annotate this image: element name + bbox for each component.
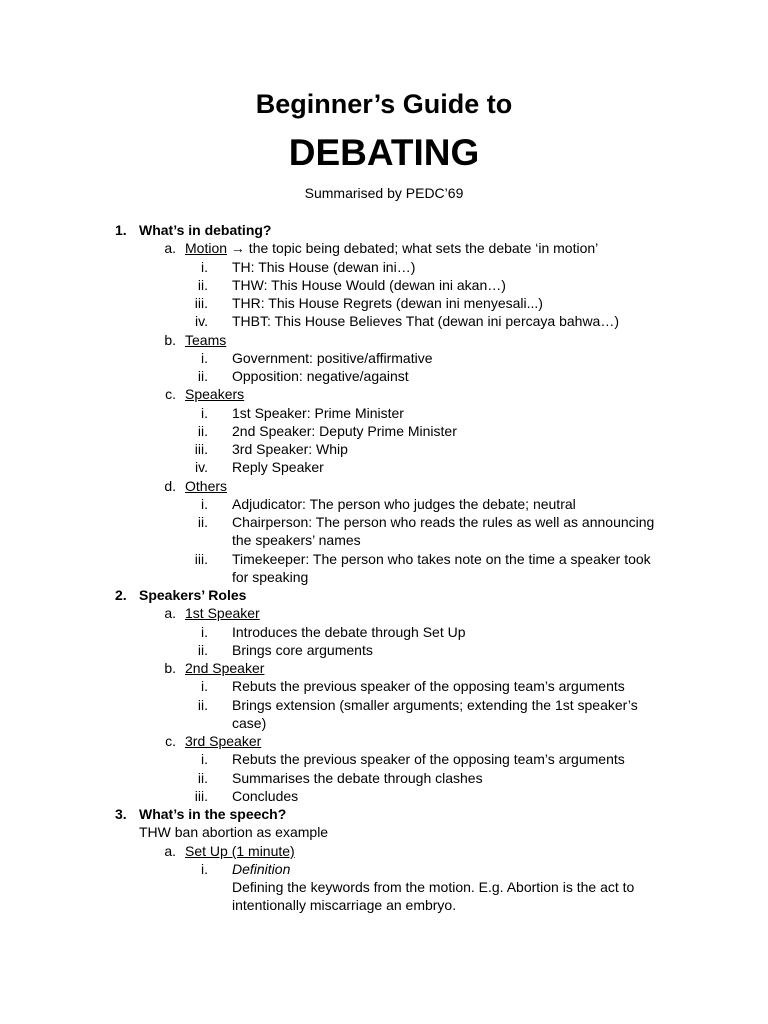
sub-item-marker: ii. [197,423,208,439]
sub-item-marker: iv. [195,459,208,475]
list-item-marker: a. [164,240,176,256]
list-item-text [185,604,260,622]
sub-item-text: 2nd Speaker: Deputy Prime Minister [232,423,457,439]
sub-item-marker: i. [201,624,208,640]
list-item-marker: d. [164,478,176,494]
sub-item-text: Summarises the debate through clashes [232,770,483,786]
list-item-text [185,239,598,257]
sub-item-text: THBT: This House Believes That (dewan ini percaya bahwa…) [232,313,619,329]
sub-item-text: Adjudicator: The person who judges the debate; neutral [232,496,576,512]
list-item-label: Speakers [185,386,245,402]
title-line-1: Beginner’s Guide to [255,89,513,119]
sub-item-heading: Definition [232,861,291,877]
list-item-description: → the topic being debated; what sets the debate ‘in motion’ [227,240,599,256]
sub-item-text: THW: This House Would (dewan ini akan…) [232,277,506,293]
sub-item-marker: iv. [195,313,208,329]
sub-item-marker: iii. [194,295,208,311]
sub-item-marker: i. [201,496,208,512]
title-line-2: DEBATING [288,132,480,173]
sub-item-marker: i. [201,405,208,421]
list-item-label: 3rd Speaker [185,733,262,749]
sub-item-text: THR: This House Regrets (dewan ini menyesali...) [232,295,543,311]
sub-item-text: Brings core arguments [232,642,373,658]
list-item-marker: b. [164,660,176,676]
sub-item-text: Defining the keywords from the motion. E.g. Abortion is the act to [232,879,635,895]
sub-item-marker: ii. [197,770,208,786]
list-item-marker: c. [165,733,176,749]
list-item-text [185,732,261,750]
sub-item-text: case) [232,715,267,731]
sub-item-text: for speaking [232,569,309,585]
sub-item-text: Chairperson: The person who reads the rules as well as announcing [232,514,655,530]
list-item-text [185,659,264,677]
section-note-text: THW ban abortion as example [139,824,329,840]
sub-item-text: TH: This House (dewan ini…) [232,259,416,275]
sub-item-text: Brings extension (smaller arguments; extending the 1st speaker’s [232,697,638,713]
sub-item-marker: ii. [197,368,208,384]
list-item-label: Others [185,478,228,494]
sub-item-text: Rebuts the previous speaker of the opposing team’s arguments [232,678,625,694]
sub-item-marker: i. [201,259,208,275]
sub-item-marker: i. [201,678,208,694]
list-item-label: Teams [185,332,227,348]
sub-item-marker: ii. [197,514,208,530]
list-item-marker: a. [164,843,176,859]
sub-item-marker: i. [201,861,208,877]
list-item-text [185,331,226,349]
list-item-label: 1st Speaker [185,605,260,621]
sub-item-text: 1st Speaker: Prime Minister [232,405,404,421]
section-number: 3. [115,806,127,822]
sub-item-marker: ii. [197,277,208,293]
sub-item-text: Government: positive/affirmative [232,350,433,366]
sub-item-text: Reply Speaker [232,459,324,475]
sub-item-marker: i. [201,350,208,366]
sub-item-marker: i. [201,751,208,767]
sub-item-text: 3rd Speaker: Whip [232,441,348,457]
sub-item-marker: ii. [197,642,208,658]
section-title: Speakers’ Roles [139,587,247,603]
section-number: 2. [115,587,127,603]
list-item-marker: c. [165,386,176,402]
sub-item-text: intentionally miscarriage an embryo. [232,897,457,913]
section-title: What’s in the speech? [139,806,287,822]
subtitle: Summarised by PEDC’69 [304,185,464,201]
sub-item-marker: ii. [197,697,208,713]
list-item-label: Set Up (1 minute) [185,843,295,859]
section-title: What’s in debating? [139,222,272,238]
sub-item-text: Concludes [232,788,299,804]
sub-item-marker: iii. [194,441,208,457]
section-number: 1. [115,222,127,238]
sub-item-text: Introduces the debate through Set Up [232,624,466,640]
list-item-text [185,385,244,403]
sub-item-text: Timekeeper: The person who takes note on the time a speaker took [232,551,651,567]
sub-item-text: Opposition: negative/against [232,368,409,384]
sub-item-text: Rebuts the previous speaker of the opposing team’s arguments [232,751,625,767]
list-item-marker: a. [164,605,176,621]
sub-item-text: the speakers’ names [232,532,361,548]
sub-item-marker: iii. [194,551,208,567]
list-item-marker: b. [164,332,176,348]
list-item-text [185,477,227,495]
sub-item-marker: iii. [194,788,208,804]
list-item-label: Motion [185,240,228,256]
list-item-label: 2nd Speaker [185,660,265,676]
list-item-text [185,842,295,860]
